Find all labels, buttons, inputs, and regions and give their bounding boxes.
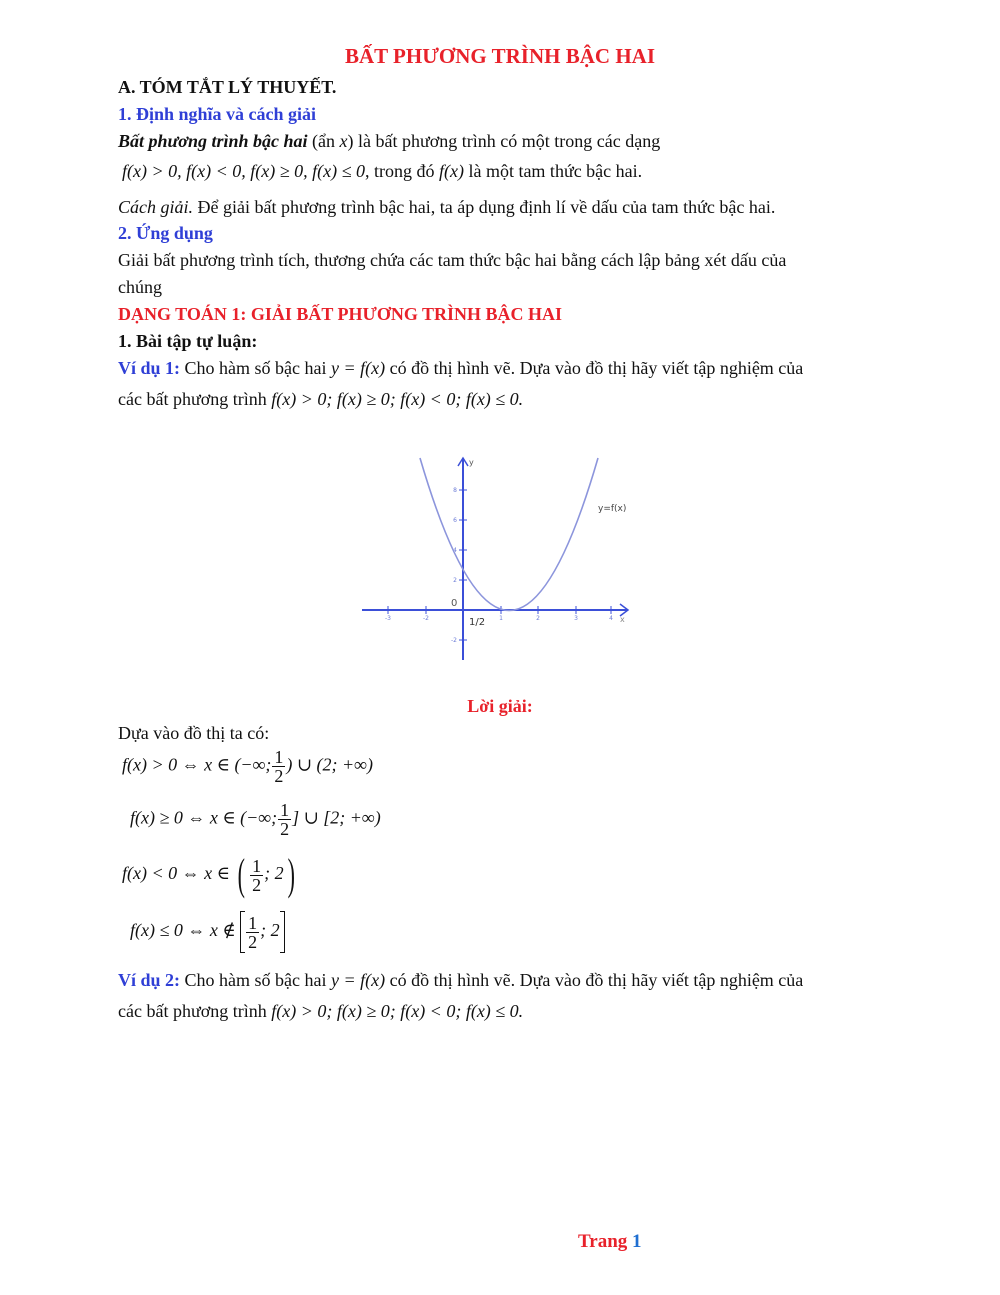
open-bracket bbox=[240, 911, 245, 953]
frac-num: 1 bbox=[274, 747, 284, 767]
half-root-label: 1/2 bbox=[469, 617, 486, 628]
example1-label: Ví dụ 1: bbox=[118, 358, 181, 378]
row3-tail: ; 2 bbox=[264, 863, 284, 884]
page-footer bbox=[578, 1231, 642, 1253]
row3-left: f(x) < 0 ⇔ x ∈ bbox=[122, 863, 230, 884]
y-tick-label: 6 bbox=[453, 517, 457, 524]
y-tick-label: 2 bbox=[453, 577, 457, 584]
example1-line2-text: các bất phương trình bbox=[118, 389, 272, 409]
row2-left: f(x) ≥ 0 ⇔ x ∈ (−∞; bbox=[130, 807, 278, 828]
curve-label: y=f(x) bbox=[598, 504, 627, 514]
example1-line2 bbox=[118, 389, 523, 411]
row2-right: ] ∪ [2; +∞) bbox=[292, 807, 381, 828]
example1-text2: có đồ thị hình vẽ. Dựa vào đồ thị hãy viết tập nghiệm của bbox=[385, 358, 804, 378]
solution-heading: Lời giải: bbox=[467, 696, 533, 716]
solution-row-4 bbox=[130, 911, 285, 953]
section-a-heading: A. TÓM TẮT LÝ THUYẾT. bbox=[118, 77, 337, 97]
solution-intro: Dựa vào đồ thị ta có: bbox=[118, 723, 270, 743]
frac-den: 2 bbox=[280, 819, 290, 839]
method-line bbox=[118, 197, 775, 219]
section-2-heading: 2. Ứng dụng bbox=[118, 223, 213, 243]
footer-label: Trang bbox=[578, 1231, 628, 1252]
y-tick-label: 4 bbox=[453, 547, 457, 554]
inequality-forms: f(x) > 0, f(x) < 0, f(x) ≥ 0, f(x) ≤ 0 bbox=[122, 161, 365, 181]
frac-den: 2 bbox=[274, 766, 284, 786]
frac-num: 1 bbox=[280, 800, 290, 820]
row4-tail: ; 2 bbox=[260, 920, 280, 941]
definition-term: Bất phương trình bậc hai bbox=[118, 131, 308, 151]
x-tick-label: -2 bbox=[423, 615, 429, 622]
dang-toan-heading: DẠNG TOÁN 1: GIẢI BẤT PHƯƠNG TRÌNH BẬC HAI bbox=[118, 304, 563, 324]
close-bracket bbox=[280, 911, 285, 953]
open-paren: ( bbox=[238, 850, 246, 899]
y-axis-label: y bbox=[469, 458, 474, 467]
example2-text2: có đồ thị hình vẽ. Dựa vào đồ thị hãy viết tập nghiệm của bbox=[385, 970, 804, 990]
example2-inequalities: f(x) > 0; f(x) ≥ 0; f(x) < 0; f(x) ≤ 0. bbox=[271, 1001, 524, 1021]
example2-function: y = f(x) bbox=[331, 970, 386, 990]
definition-part1: (ẩn bbox=[307, 131, 340, 151]
x-axis-label: x bbox=[620, 615, 625, 624]
definition-part2: ) là bất phương trình có một trong các dạng bbox=[347, 131, 661, 151]
definition-forms-line bbox=[122, 161, 642, 183]
example1-text1: Cho hàm số bậc hai bbox=[180, 358, 331, 378]
page-title: BẤT PHƯƠNG TRÌNH BẬC HAI bbox=[345, 44, 655, 68]
close-paren: ) bbox=[287, 850, 295, 899]
solution-row-2 bbox=[130, 801, 381, 838]
fraction-half bbox=[278, 801, 291, 838]
method-label: Cách giải. bbox=[118, 197, 193, 217]
frac-num: 1 bbox=[252, 855, 262, 876]
example1-line1 bbox=[118, 358, 803, 380]
row4-left: f(x) ≤ 0 ⇔ x ∉ bbox=[130, 920, 236, 941]
example2-line2-text: các bất phương trình bbox=[118, 1001, 272, 1021]
fx-symbol: f(x) bbox=[438, 161, 464, 181]
x-tick-label: 4 bbox=[609, 615, 613, 622]
solution-row-3 bbox=[122, 850, 298, 899]
example1-inequalities: f(x) > 0; f(x) ≥ 0; f(x) < 0; f(x) ≤ 0. bbox=[271, 389, 524, 409]
y-tick-label: 8 bbox=[453, 487, 457, 494]
row1-right: ) ∪ (2; +∞) bbox=[286, 754, 373, 775]
example1-function: y = f(x) bbox=[331, 358, 386, 378]
footer-page-number: 1 bbox=[632, 1231, 642, 1252]
fraction-half bbox=[272, 748, 285, 785]
parabola-curve bbox=[420, 458, 598, 611]
origin-label: 0 bbox=[451, 598, 458, 609]
forms-tail2: là một tam thức bậc hai. bbox=[463, 161, 643, 181]
application-line-1: Giải bất phương trình tích, thương chứa các tam thức bậc hai bằng cách lập bảng xét dấu của bbox=[118, 250, 787, 270]
frac-num: 1 bbox=[248, 912, 258, 933]
definition-line bbox=[118, 131, 660, 153]
x-tick-label: 2 bbox=[536, 615, 540, 622]
example2-line2 bbox=[118, 1001, 523, 1023]
method-text: Để giải bất phương trình bậc hai, ta áp dụng định lí về dấu của tam thức bậc hai. bbox=[193, 197, 776, 217]
frac-den: 2 bbox=[252, 874, 262, 895]
parabola-graph bbox=[358, 452, 640, 664]
forms-tail1: , trong đó bbox=[364, 161, 439, 181]
frac-den: 2 bbox=[248, 931, 258, 952]
solution-row-1 bbox=[122, 748, 373, 785]
row1-left: f(x) > 0 ⇔ x ∈ (−∞; bbox=[122, 754, 272, 775]
x-tick-label: -3 bbox=[385, 615, 391, 622]
example2-label: Ví dụ 2: bbox=[118, 970, 181, 990]
section-1-heading: 1. Định nghĩa và cách giải bbox=[118, 104, 317, 124]
x-tick-label: 1 bbox=[499, 615, 503, 622]
fraction-half bbox=[246, 914, 259, 951]
example2-line1 bbox=[118, 970, 803, 992]
definition-var: x bbox=[339, 131, 348, 151]
y-tick-label: -2 bbox=[451, 637, 457, 644]
x-tick-label: 3 bbox=[574, 615, 578, 622]
exercise-heading: 1. Bài tập tự luận: bbox=[118, 331, 258, 351]
application-line-2: chúng bbox=[118, 277, 162, 297]
fraction-half bbox=[250, 857, 263, 894]
example2-text1: Cho hàm số bậc hai bbox=[180, 970, 331, 990]
